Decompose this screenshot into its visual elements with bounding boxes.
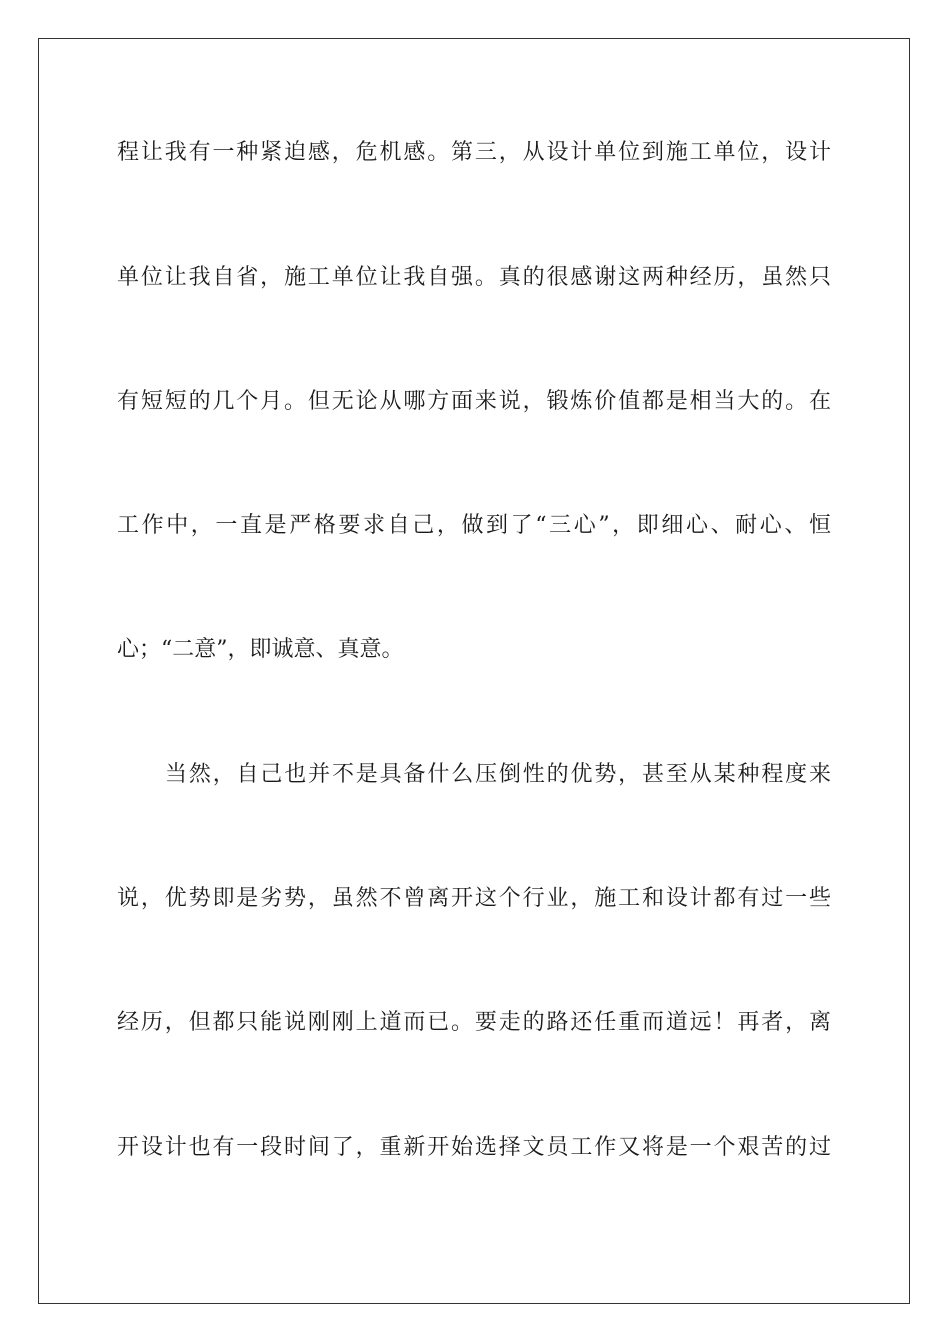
text-line: 有短短的几个月。但无论从哪方面来说，锻炼价值都是相当大的。在 bbox=[117, 389, 831, 414]
paragraph-first-line: 当然，自己也并不是具备什么压倒性的优势，甚至从某种程度来 bbox=[165, 762, 831, 787]
text-line: 心；“二意”，即诚意、真意。 bbox=[117, 637, 404, 662]
text-line: 说，优势即是劣势，虽然不曾离开这个行业，施工和设计都有过一些 bbox=[117, 886, 831, 911]
text-line: 程让我有一种紧迫感，危机感。第三，从设计单位到施工单位，设计 bbox=[117, 140, 831, 165]
text-line: 经历，但都只能说刚刚上道而已。要走的路还任重而道远！再者，离 bbox=[117, 1010, 831, 1035]
text-line: 单位让我自省，施工单位让我自强。真的很感谢这两种经历，虽然只 bbox=[117, 265, 831, 290]
page-border bbox=[38, 38, 910, 1304]
text-line: 开设计也有一段时间了，重新开始选择文员工作又将是一个艰苦的过 bbox=[117, 1135, 831, 1160]
text-line: 工作中，一直是严格要求自己，做到了“三心”，即细心、耐心、恒 bbox=[117, 513, 831, 538]
